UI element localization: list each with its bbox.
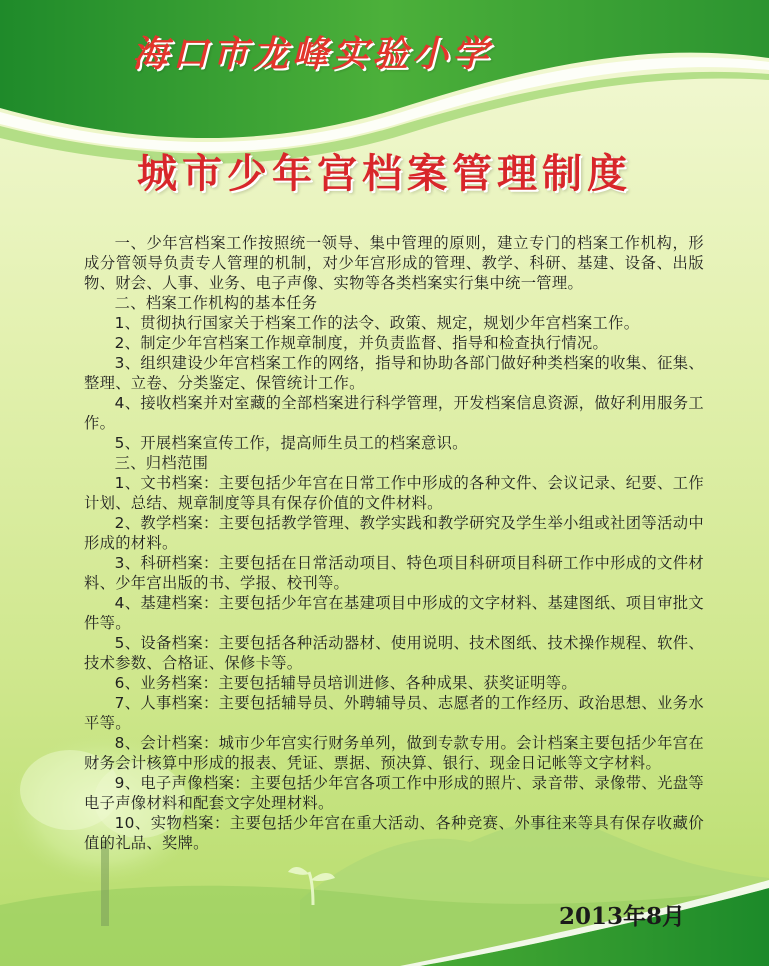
section-heading: 二、档案工作机构的基本任务 [114,294,318,312]
paragraph: 3、组织建设少年宫档案工作的网络，指导和协助各部门做好种类档案的收集、征集、整理、立卷、分类鉴定、保管统计工作。 [84,354,704,392]
paragraph: 5、设备档案：主要包括各种活动器材、使用说明、技术图纸、技术操作规程、软件、技术参数、合格证、保修卡等。 [84,634,704,672]
paragraph: 10、实物档案：主要包括少年宫在重大活动、各种竞赛、外事往来等具有保存收藏价值的礼品、奖牌。 [84,814,704,852]
paragraph: 2、教学档案：主要包括教学管理、教学实践和教学研究及学生举小组或社团等活动中形成的材料。 [84,514,704,552]
paragraph: 9、电子声像档案：主要包括少年宫各项工作中形成的照片、录音带、录像带、光盘等电子声像材料和配套文字处理材料。 [84,774,704,812]
paragraph: 4、基建档案：主要包括少年宫在基建项目中形成的文字材料、基建图纸、项目审批文件等。 [84,594,704,632]
section-heading: 三、归档范围 [114,454,209,472]
paragraph: 7、人事档案：主要包括辅导员、外聘辅导员、志愿者的工作经历、政治思想、业务水平等。 [84,694,704,732]
paragraph: 6、业务档案：主要包括辅导员培训进修、各种成果、获奖证明等。 [114,674,577,692]
document-title: 城市少年宫档案管理制度 [137,151,632,197]
paragraph: 4、接收档案并对室藏的全部档案进行科学管理，开发档案信息资源，做好利用服务工作。 [84,394,704,432]
school-name: 海口市龙峰实验小学 [132,33,493,75]
paragraph: 5、开展档案宣传工作，提高师生员工的档案意识。 [114,434,468,452]
paragraph: 1、文书档案：主要包括少年宫在日常工作中形成的各种文件、会议记录、纪要、工作计划、总结、规章制度等具有保存价值的文件材料。 [84,474,704,512]
paragraph: 2、制定少年宫档案工作规章制度，并负责监督、指导和检查执行情况。 [114,334,609,352]
paragraph: 8、会计档案：城市少年宫实行财务单列，做到专款专用。会计档案主要包括少年宫在财务会计核算中形成的报表、凭证、票据、预决算、银行、现金日记帐等文字材料。 [84,734,704,772]
document-body [84,233,704,853]
paragraph: 1、贯彻执行国家关于档案工作的法令、政策、规定，规划少年宫档案工作。 [114,314,640,332]
document-date: 2013年8月 [558,903,685,930]
paragraph: 一、少年宫档案工作按照统一领导、集中管理的原则，建立专门的档案工作机构，形成分管领导负责专人管理的机制，对少年宫形成的管理、教学、科研、基建、设备、出版物、财会、人事、业务、电子声像、实物等各类档案实行集中统一管理。 [84,234,704,292]
paragraph: 3、科研档案：主要包括在日常活动项目、特色项目科研项目科研工作中形成的文件材料、少年宫出版的书、学报、校刊等。 [84,554,704,592]
